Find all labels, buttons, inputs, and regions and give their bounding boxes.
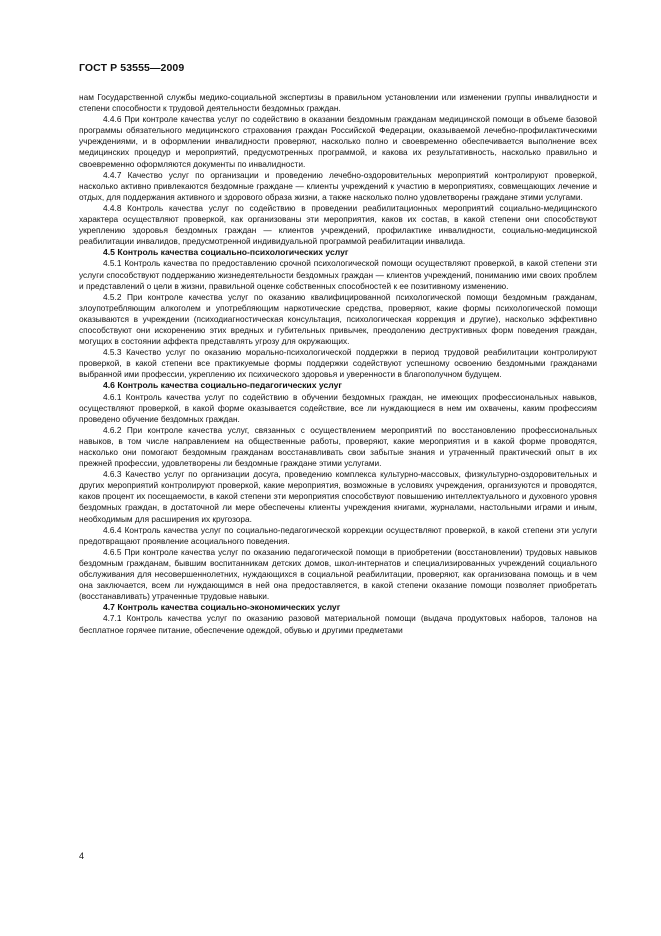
body-paragraph: 4.6.5 При контроле качества услуг по оказанию педагогической помощи в приобретении (восстановлении) трудовых навыков бездомным гражданам, бывшим воспитанникам детских домов, школ-интернатов и специализированных учреждений социального обслуживания для несовершеннолетних, нуждающихся в социальной реабилитации, проверяют, как организована помощь и в чем она заключается, всем ли нуждающимся в ней она предоставляется, в какой степени оказание помощи позволяет приобретать (восстанавливать) утраченные трудовые навыки.	[79, 546, 597, 602]
document-body	[79, 92, 597, 636]
body-paragraph: 4.4.8 Контроль качества услуг по содействию в проведении реабилитационных мероприятий социально-медицинского характера осуществляют проверкой, как организованы эти мероприятия, каков их состав, в какой степени они способствуют укреплению здоровья бездомных граждан — клиентов учреждений, профилактике инвалидности, социально-медицинской реабилитации инвалидов, предусмотренной индивидуальной программой реабилитации инвалида.	[79, 202, 597, 247]
body-paragraph: 4.5.1 Контроль качества по предоставлению срочной психологической помощи осуществляют проверкой, в какой степени эти услуги способствуют поддержанию жизнедеятельности бездомных граждан — клиентов учреждений, пониманию ими своих проблем и представлений о цели в жизни, правильной оценке собственных способностей к ее позитивному изменению.	[79, 258, 597, 291]
body-paragraph: 4.5.2 При контроле качества услуг по оказанию квалифицированной психологической помощи бездомным гражданам, злоупотребляющим алкоголем и употребляющим наркотические средства, проверяют, какие формы психологической помощи оказываются в учреждении (психодиагностическая консультация, психологическая коррекция и другие), насколько эффективно способствуют они искоренению этих вредных и губительных привычек, преодолению деструктивных форм поведения граждан, могущих в состоянии аффекта представлять угрозу для окружающих.	[79, 291, 597, 347]
body-paragraph: 4.6.4 Контроль качества услуг по социально-педагогической коррекции осуществляют проверкой, в какой степени эти услуги предотвращают проявление асоциального поведения.	[79, 524, 597, 546]
section-heading: 4.6 Контроль качества социально-педагогических услуг	[103, 380, 342, 391]
body-paragraph: 4.4.7 Качество услуг по организации и проведению лечебно-оздоровительных мероприятий контролируют проверкой, насколько активно привлекаются бездомные граждане — клиенты учреждений к участию в мероприятиях, совмещающих лечение и отдых, для поддержания активного и здорового образа жизни, а также насколько полно удовлетворены граждане этими услугами.	[79, 169, 597, 202]
body-paragraph: 4.4.6 При контроле качества услуг по содействию в оказании бездомным гражданам медицинской помощи в объеме базовой программы обязательного медицинского страхования граждан Российской Федерации, оказываемой лечебно-профилактическими учреждениями, и в оформлении инвалидности проверяют, насколько полно и своевременно обеспечивается выполнение всех медицинских процедур и мероприятий, предусмотренных программой, и какова их результативность, насколько правильно и своевременно оформляются документы по инвалидности.	[79, 114, 597, 169]
body-paragraph: 4.5.3 Качество услуг по оказанию морально-психологической поддержки в период трудовой реабилитации контролируют проверкой, в какой степени все практикуемые формы поддержки содействуют успешному освоению бездомными гражданами выбранной ими профессии, укреплению их психического здоровья и уверенности в благополучном будущем.	[79, 347, 597, 380]
page-number: 4	[79, 851, 85, 861]
body-paragraph: 4.6.2 При контроле качества услуг, связанных с осуществлением мероприятий по восстановлению профессиональных навыков, в том числе направлением на общественные работы, проверяют, какие мероприятия и в какой форме проводятся, насколько они помогают бездомным гражданам восстанавливать свои забытые знания и утраченный практический опыт в их прежней профессии, удовлетворены ли бездомные граждане этими услугами.	[79, 424, 597, 469]
section-heading: 4.5 Контроль качества социально-психологических услуг	[103, 247, 349, 258]
document-code-header: ГОСТ Р 53555—2009	[79, 62, 185, 74]
body-paragraph: нам Государственной службы медико-социальной экспертизы в правильном установлении или изменении группы инвалидности и степени способности к трудовой деятельности бездомных граждан.	[79, 92, 597, 114]
section-heading: 4.7 Контроль качества социально-экономических услуг	[103, 602, 341, 613]
body-paragraph: 4.7.1 Контроль качества услуг по оказанию разовой материальной помощи (выдача продуктовых наборов, талонов на бесплатное горячее питание, обеспечение одеждой, обувью и другими предметами	[79, 613, 597, 635]
body-paragraph: 4.6.1 Контроль качества услуг по содействию в обучении бездомных граждан, не имеющих профессиональных навыков, осуществляют проверкой, в какой форме оказывается содействие, все ли нуждающиеся в нем им охвачены, каким профессиям проведено обучение бездомных граждан.	[79, 391, 597, 424]
body-paragraph: 4.6.3 Качество услуг по организации досуга, проведению комплекса культурно-массовых, физкультурно-оздоровительных и других мероприятий контролируют проверкой, какие мероприятия, возможные в условиях учреждения, организуются и проводятся, каков процент их посещаемости, в какой степени эти мероприятия способствуют повышению интеллектуального и духовного уровня бездомных граждан, в достаточной ли мере обеспечены клиенты учреждения книгами, журналами, настольными играми и иным, необходимым для расширения их кругозора.	[79, 469, 597, 524]
document-page	[79, 62, 597, 636]
